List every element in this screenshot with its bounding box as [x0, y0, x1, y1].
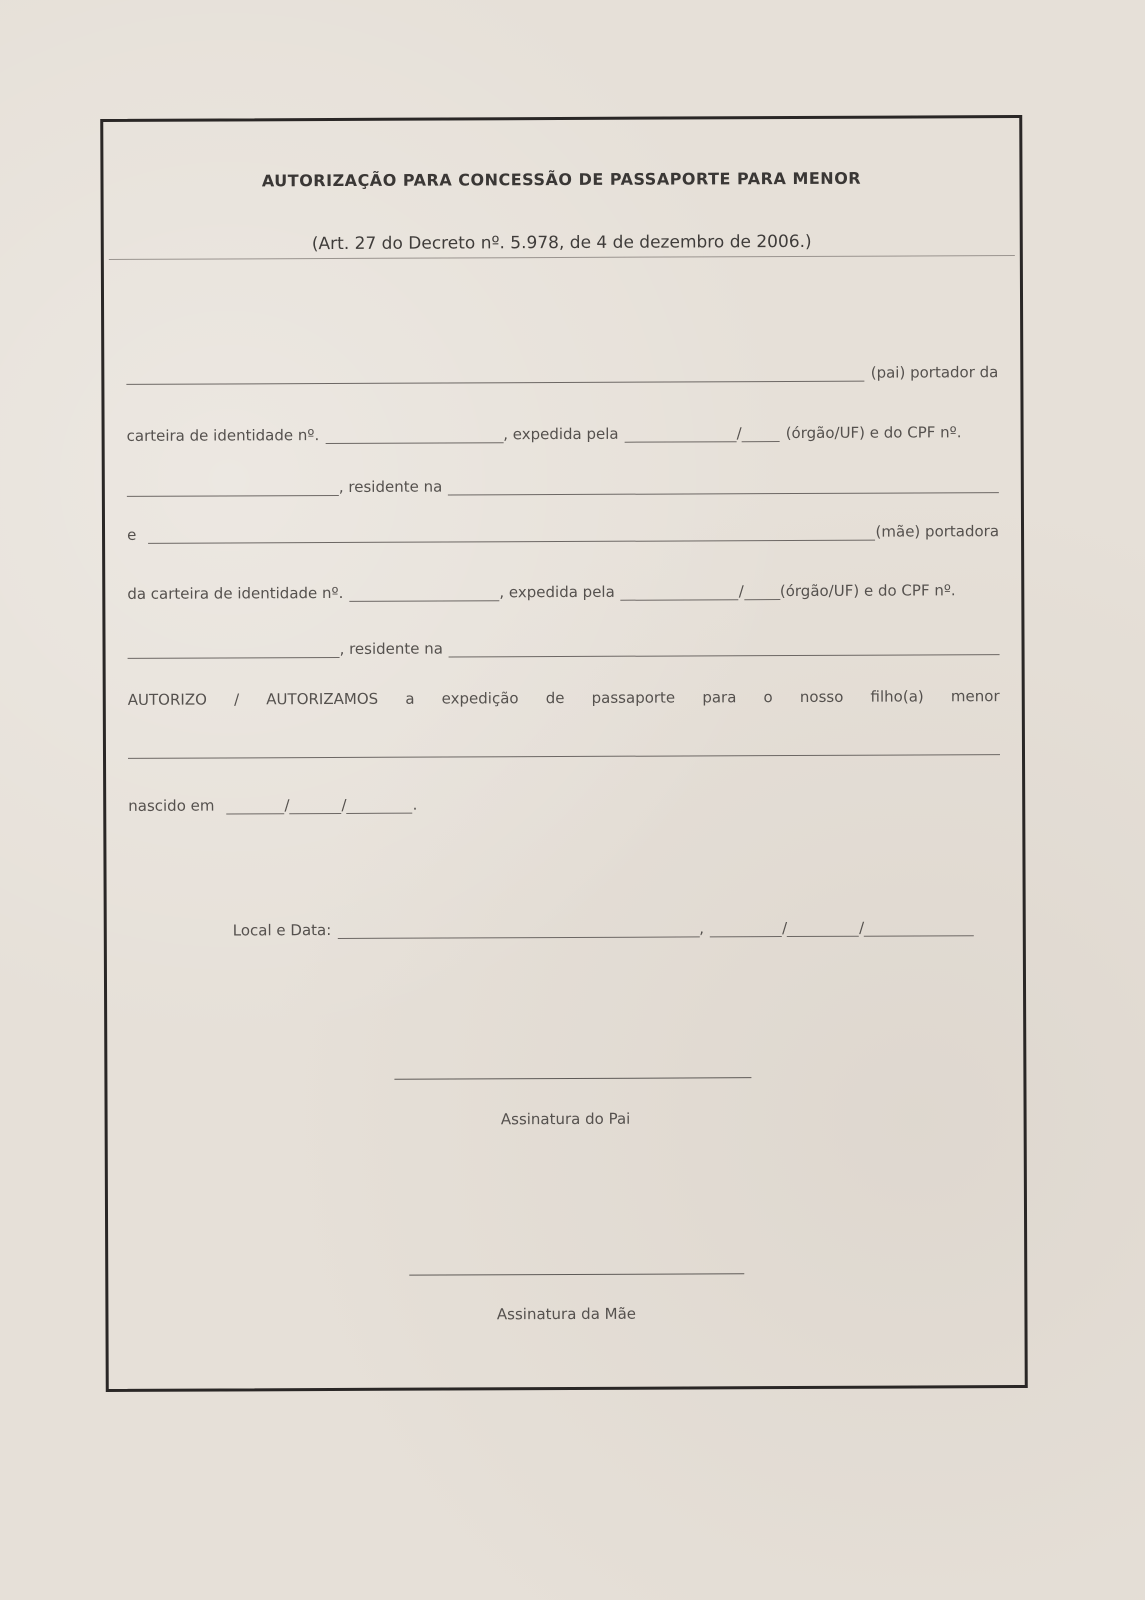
father-signature-line[interactable] [394, 1077, 751, 1080]
mother-issuer-field[interactable] [621, 583, 739, 601]
mother-id-row [127, 581, 999, 603]
mother-signature-line[interactable] [409, 1273, 744, 1275]
mother-slash: / [738, 582, 744, 601]
father-role-label: (pai) portador da [870, 363, 999, 382]
father-cpf-field[interactable] [127, 479, 339, 497]
birth-year-field[interactable] [347, 797, 413, 814]
authorization-word: passaporte [591, 688, 676, 707]
father-id-field[interactable] [325, 426, 503, 444]
father-id-row [127, 423, 999, 445]
place-date-label: Local e Data: [232, 921, 332, 940]
mother-address-field[interactable] [449, 638, 1000, 657]
date-slash-1: / [782, 919, 788, 938]
father-signature-label: Assinatura do Pai [500, 1109, 631, 1129]
authorization-word: AUTORIZO [127, 690, 207, 709]
mother-address-row [128, 637, 1000, 659]
father-issuer-field[interactable] [625, 425, 737, 442]
authorization-word: menor [950, 687, 1000, 706]
minor-name-field[interactable] [128, 738, 1000, 759]
father-id-label: carteira de identidade nº. [126, 426, 320, 445]
birth-date-row [128, 793, 1000, 815]
authorization-word: para [702, 688, 737, 707]
father-issued-label: , expedida pela [503, 424, 619, 444]
authorization-word: o [763, 688, 773, 707]
place-date-row [233, 918, 1001, 939]
mother-name-field[interactable] [148, 524, 875, 544]
father-org-cpf-label: (órgão/UF) e do CPF nº. [785, 423, 962, 443]
header-divider [109, 255, 1015, 260]
birth-month-field[interactable] [290, 797, 342, 814]
mother-issued-label: , expedida pela [499, 582, 615, 602]
date-slash-2: / [859, 918, 865, 937]
father-name-field[interactable] [126, 365, 864, 385]
authorization-word: AUTORIZAMOS [266, 689, 379, 709]
father-slash: / [736, 424, 742, 443]
authorization-word: nosso [799, 687, 844, 706]
authorization-word: de [545, 688, 565, 708]
father-address-field[interactable] [448, 476, 999, 495]
authorization-row [128, 687, 1000, 709]
date-month-field[interactable] [787, 920, 859, 937]
father-name-row [126, 363, 998, 385]
father-address-row [127, 475, 999, 497]
father-uf-field[interactable] [742, 425, 780, 442]
mother-resident-label: , residente na [339, 639, 444, 658]
form-subtitle: (Art. 27 do Decreto nº. 5.978, de 4 de dezembro de 2006.) [311, 231, 812, 255]
mother-id-field[interactable] [349, 584, 499, 602]
birth-slash-1: / [284, 796, 290, 815]
date-year-field[interactable] [864, 919, 974, 936]
mother-id-label: da carteira de identidade nº. [127, 583, 344, 603]
mother-name-row [127, 522, 999, 544]
form-title: AUTORIZAÇÃO PARA CONCESSÃO DE PASSAPORTE PARA MENOR [261, 168, 862, 191]
place-field[interactable] [337, 920, 699, 939]
authorization-word: / [234, 690, 240, 709]
mother-signature-label: Assinatura da Mãe [496, 1304, 637, 1324]
minor-name-row [128, 738, 1000, 759]
father-resident-label: , residente na [338, 477, 443, 496]
birth-slash-2: / [341, 795, 347, 814]
form-frame [100, 115, 1028, 1392]
birth-day-field[interactable] [226, 797, 284, 814]
birth-period: . [412, 795, 418, 814]
authorization-word: filho(a) [870, 687, 924, 706]
mother-prefix: e [127, 525, 137, 544]
mother-cpf-field[interactable] [128, 641, 340, 659]
born-label: nascido em [128, 796, 215, 815]
authorization-word: expedição [441, 689, 519, 708]
authorization-word: a [405, 689, 415, 708]
mother-role-label: (mãe) portadora [875, 522, 1000, 541]
mother-org-cpf-label: (órgão/UF) e do CPF nº. [779, 581, 956, 601]
place-comma: , [699, 919, 705, 938]
date-day-field[interactable] [710, 920, 782, 937]
mother-uf-field[interactable] [744, 583, 780, 600]
